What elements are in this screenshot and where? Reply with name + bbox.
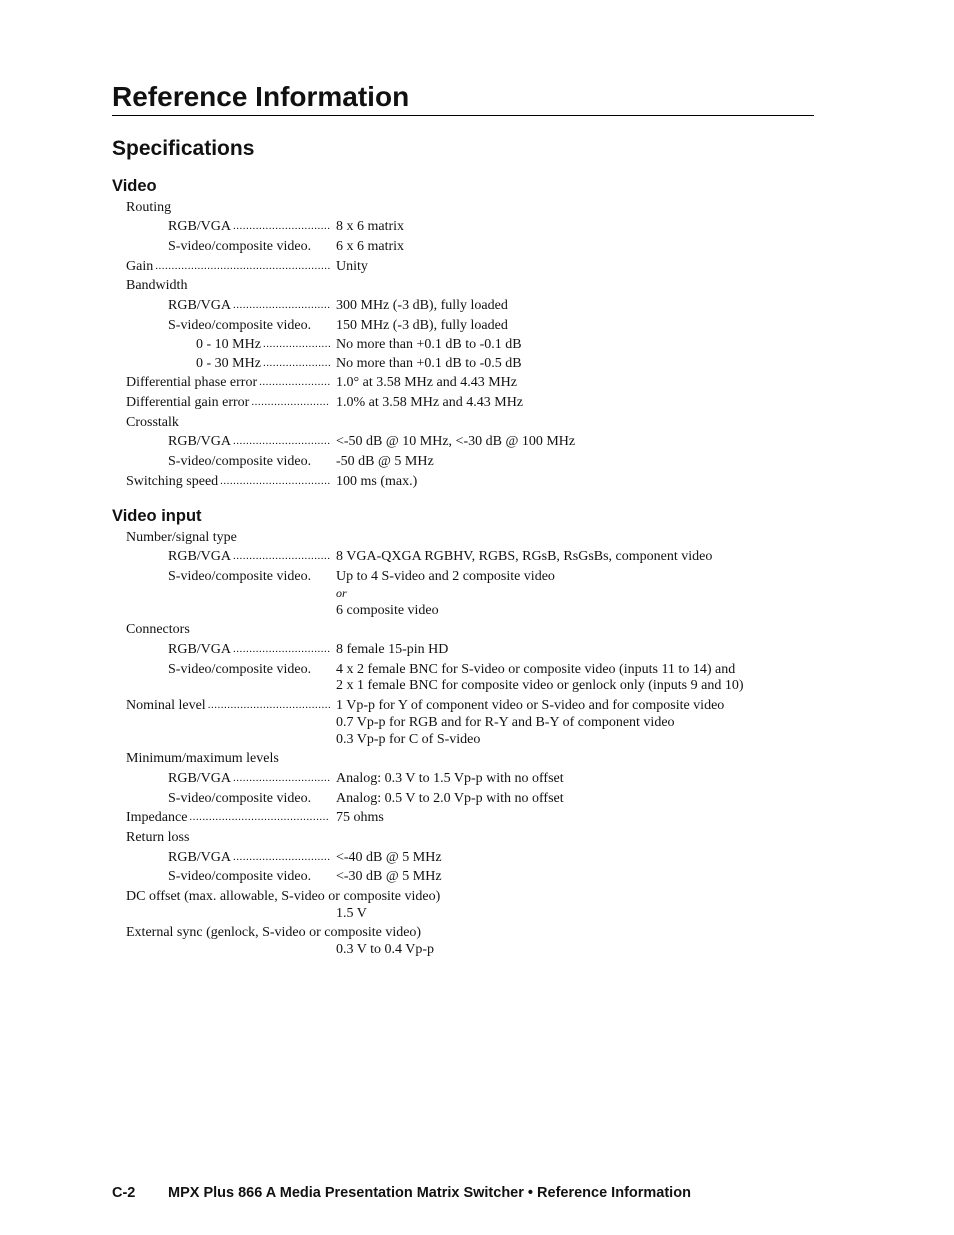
page-footer (112, 1184, 691, 1202)
spec-value: 100 ms (max.) (336, 474, 418, 489)
spec-value: 1.0% at 3.58 MHz and 4.43 MHz (336, 395, 524, 410)
video-input-heading: Video input (112, 507, 202, 525)
spec-label: S-video/composite video. (168, 239, 312, 254)
spec-value: 1.5 V (336, 906, 367, 921)
spec-label: S-video/composite video. (168, 869, 312, 884)
page-number: C-2 (112, 1185, 136, 1201)
spec-label: S-video/composite video. (168, 569, 312, 584)
spec-value: 4 x 2 female BNC for S-video or composite video (inputs 11 to 14) and (336, 662, 736, 677)
spec-group-label: Connectors (126, 622, 190, 637)
spec-label: S-video/composite video. (168, 454, 312, 469)
footer-text: MPX Plus 866 A Media Presentation Matrix Switcher • Reference Information (168, 1185, 691, 1201)
spec-value: 150 MHz (-3 dB), fully loaded (336, 318, 508, 333)
spec-label: Differential phase error ..... (126, 374, 330, 391)
spec-value: Up to 4 S-video and 2 composite video (336, 569, 555, 584)
spec-value: 300 MHz (-3 dB), fully loaded (336, 298, 508, 313)
spec-value: 0.3 Vp-p for C of S-video (336, 732, 481, 747)
spec-label: S-video/composite video. (168, 791, 312, 806)
spec-group-label: DC offset (max. allowable, S-video or composite video) (126, 889, 441, 904)
spec-label: RGB/VGA ..... (168, 770, 330, 787)
spec-value: 8 female 15-pin HD (336, 642, 449, 657)
spec-label: RGB/VGA ..... (168, 641, 330, 658)
spec-group-label: External sync (genlock, S-video or composite video) (126, 925, 422, 940)
spec-label: 0 - 10 MHz ..... (196, 336, 330, 353)
video-heading: Video (112, 177, 157, 195)
spec-value: 0.3 V to 0.4 Vp-p (336, 942, 435, 957)
spec-value: <-40 dB @ 5 MHz (336, 850, 442, 865)
spec-group-label: Return loss (126, 830, 190, 845)
spec-value: 8 VGA-QXGA RGBHV, RGBS, RGsB, RsGsBs, component video (336, 549, 713, 564)
spec-group-label: Bandwidth (126, 278, 188, 293)
spec-label: Impedance ..... (126, 809, 330, 826)
spec-value: Analog: 0.5 V to 2.0 Vp-p with no offset (336, 791, 564, 806)
spec-label: Gain ..... (126, 258, 330, 275)
spec-value: Unity (336, 259, 368, 274)
spec-label: Differential gain error ..... (126, 394, 330, 411)
spec-value: 2 x 1 female BNC for composite video or genlock only (inputs 9 and 10) (336, 678, 744, 693)
spec-value: 8 x 6 matrix (336, 219, 405, 234)
spec-value: 1.0° at 3.58 MHz and 4.43 MHz (336, 375, 517, 390)
spec-label: Nominal level ..... (126, 697, 330, 714)
spec-label: RGB/VGA ..... (168, 297, 330, 314)
spec-value: <-30 dB @ 5 MHz (336, 869, 442, 884)
spec-value: 1 Vp-p for Y of component video or S-video and for composite video (336, 698, 725, 713)
spec-group-label: Minimum/maximum levels (126, 751, 279, 766)
section-title: Specifications (112, 137, 255, 160)
spec-value: 6 composite video (336, 603, 439, 618)
spec-value: 75 ohms (336, 810, 384, 825)
spec-label: Switching speed ..... (126, 473, 330, 490)
spec-value: No more than +0.1 dB to -0.5 dB (336, 356, 522, 371)
spec-label: 0 - 30 MHz ..... (196, 355, 330, 372)
spec-value: 6 x 6 matrix (336, 239, 405, 254)
spec-group-label: Routing (126, 200, 172, 215)
spec-label: RGB/VGA ..... (168, 433, 330, 450)
spec-group-label: Crosstalk (126, 415, 179, 430)
spec-value: -50 dB @ 5 MHz (336, 454, 434, 469)
spec-group-label: Number/signal type (126, 530, 237, 545)
page-title: Reference Information (112, 80, 814, 116)
spec-label: S-video/composite video. (168, 662, 312, 677)
spec-value: Analog: 0.3 V to 1.5 Vp-p with no offset (336, 771, 564, 786)
spec-label: RGB/VGA ..... (168, 849, 330, 866)
spec-value: 0.7 Vp-p for RGB and for R-Y and B-Y of component video (336, 715, 675, 730)
spec-value-or: or (336, 586, 347, 600)
spec-value: No more than +0.1 dB to -0.1 dB (336, 337, 522, 352)
spec-label: S-video/composite video. (168, 318, 312, 333)
spec-value: <-50 dB @ 10 MHz, <-30 dB @ 100 MHz (336, 434, 576, 449)
spec-label: RGB/VGA ..... (168, 218, 330, 235)
spec-label: RGB/VGA ..... (168, 548, 330, 565)
